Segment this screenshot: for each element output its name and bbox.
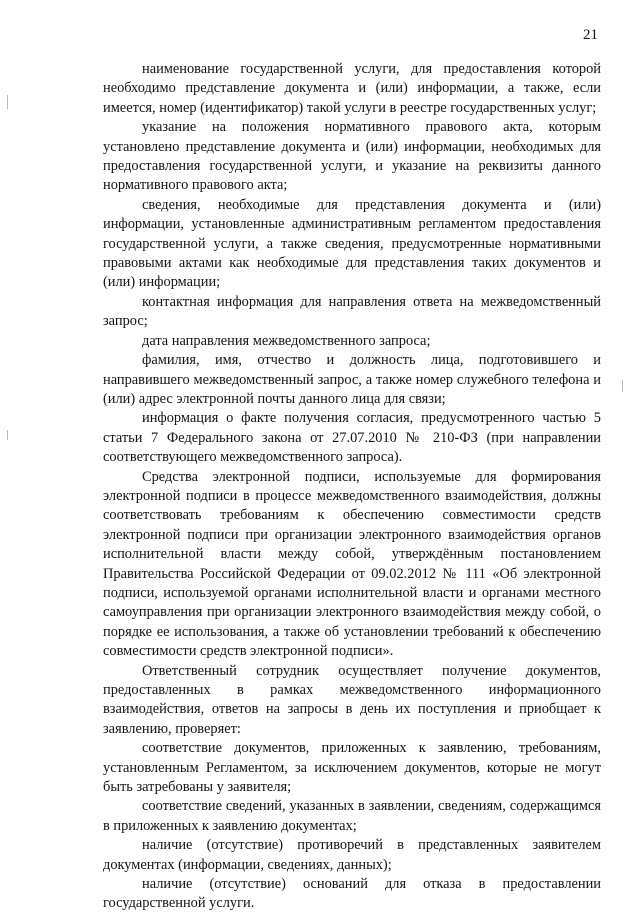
paragraph: указание на положения нормативного правового акта, которым установлено представление документа и (или) информации, необходимых для предоставления государственной услуги, и указание на реквизиты данного нормативного правового акта; [103, 119, 601, 194]
paragraph: наименование государственной услуги, для предоставления которой необходимо представление документа и (или) информации, а также, если имеется, номер (идентификатор) такой услуги в реестре государственных услуг; [103, 61, 601, 116]
paragraph: Ответственный сотрудник осуществляет получение документов, предоставленных в рамках межведомственного информационного взаимодействия, ответов на запросы в день их поступления и приобщает к заявлению, проверяет: [103, 662, 601, 737]
paragraph: сведения, необходимые для представления документа и (или) информации, установленные административным регламентом предоставления государственной услуги, а также сведения, предусмотренные нормативными правовыми актами как необходимые для представления таких документов и (или) информации; [103, 196, 601, 291]
paragraph: соответствие документов, приложенных к заявлению, требованиям, установленным Регламентом, за исключением документов, которые не могут быть затребованы у заявителя; [103, 740, 601, 796]
paragraph: контактная информация для направления ответа на межведомственный запрос; [103, 293, 601, 330]
scan-edge-mark [7, 430, 8, 440]
paragraph: наличие (отсутствие) оснований для отказа в предоставлении государственной услуги. [103, 876, 601, 912]
page-number: 21 [583, 27, 598, 43]
paragraph: соответствие сведений, указанных в заявлении, сведениям, содержащимся в приложенных к заявлению документах; [103, 798, 601, 834]
paragraph: информация о факте получения согласия, предусмотренного частью 5 статьи 7 Федерального закона от 27.07.2010 № 210-ФЗ (при направлении соответствующего межведомственного запроса). [103, 410, 601, 466]
scan-edge-mark [7, 95, 8, 109]
paragraph: фамилия, имя, отчество и должность лица, подготовившего и направившего межведомственный запрос, а также номер служебного телефона и (или) адрес электронной почты данного лица для связи; [103, 352, 601, 407]
paragraph: наличие (отсутствие) противоречий в представленных заявителем документах (информации, сведениях, данных); [103, 837, 601, 873]
document-body [103, 60, 601, 914]
paragraph: дата направления межведомственного запроса; [142, 332, 431, 349]
paragraph: Средства электронной подписи, используемые для формирования электронной подписи в процессе межведомственного взаимодействия, должны соответствовать требованиям к обеспечению совместимости средств электронной подписи при организации электронного взаимодействия органов исполнительной власти между собой, утверждённым постановлением Правительства Российской Федерации от 09.02.2012 № 111 «Об электронной подписи, используемой органами исполнительной власти и органами местного самоуправления при организации электронного взаимодействия между собой, о порядке ее использования, а также об установлении требований к обеспечению совместимости средств электронной подписи». [103, 468, 601, 660]
scan-edge-mark [622, 380, 623, 392]
